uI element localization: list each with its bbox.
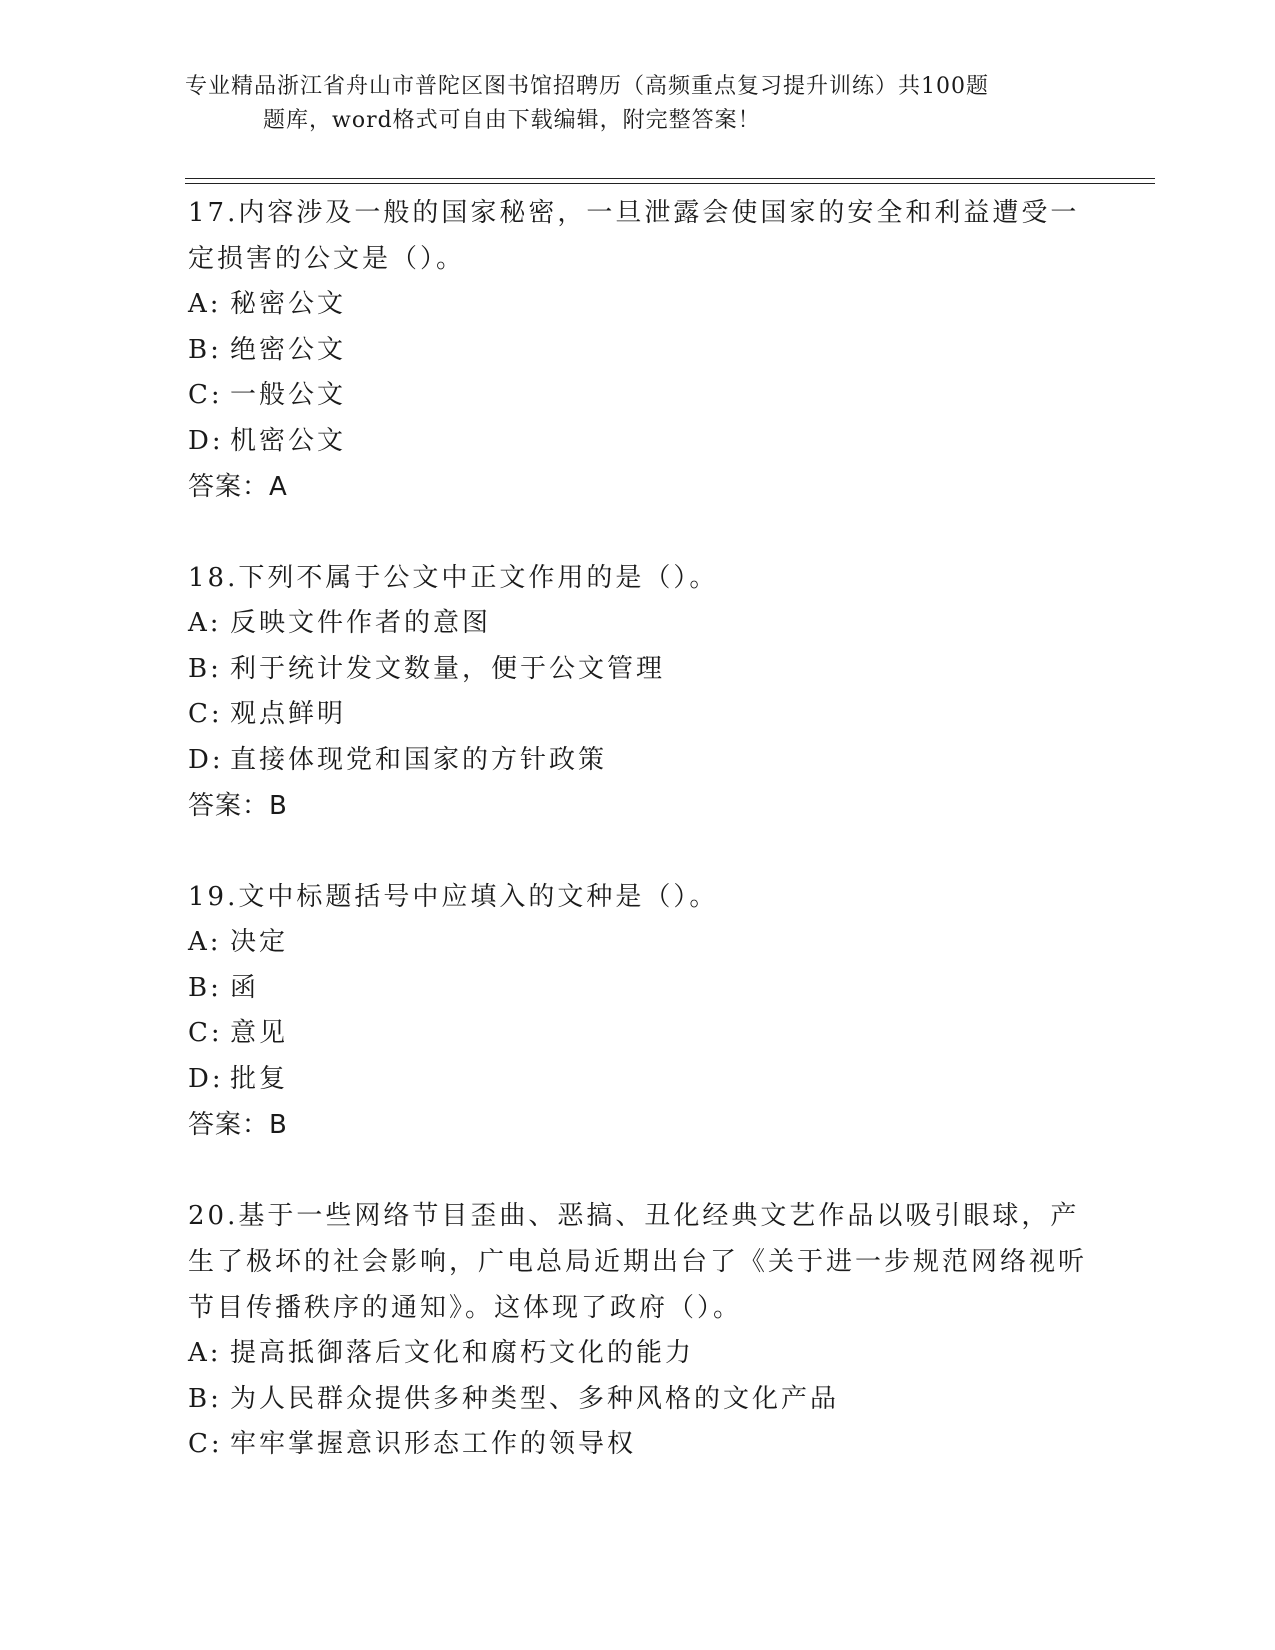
option-letter: A:	[188, 927, 222, 957]
question-text: 20.基于一些网络节目歪曲、恶搞、丑化经典文艺作品以吸引眼球，产生了极坏的社会影响，广电总局近期出台了《关于进一步规范网络视听节目传播秩序的通知》。这体现了政府（）。	[188, 1201, 1088, 1323]
question-18	[188, 555, 1088, 829]
header-line-2: 题库，word格式可自由下载编辑，附完整答案！	[263, 108, 761, 133]
option-text: 机密公文	[230, 425, 347, 456]
question-text: 17.内容涉及一般的国家秘密，一旦泄露会使国家的安全和利益遭受一定损害的公文是（）。	[188, 198, 1080, 274]
option-letter: B:	[188, 334, 222, 365]
option-b	[188, 328, 1088, 374]
question-list	[188, 190, 1088, 1513]
option-letter: C:	[188, 1429, 223, 1459]
header-rule-bottom	[185, 183, 1155, 184]
option-b	[188, 966, 1088, 1012]
option-letter: D:	[188, 425, 224, 456]
option-letter: C:	[188, 380, 223, 410]
question-text: 18.下列不属于公文中正文作用的是（）。	[188, 563, 719, 593]
option-letter: D:	[188, 744, 224, 775]
header-line-1: 专业精品浙江省舟山市普陀区图书馆招聘历（高频重点复习提升训练）共100题	[185, 74, 989, 99]
option-b	[188, 647, 1088, 693]
option-d	[188, 1057, 1088, 1103]
option-c	[188, 1011, 1088, 1057]
option-letter: B:	[188, 1383, 222, 1414]
answer-line: 答案：B	[188, 791, 288, 821]
question-19	[188, 874, 1088, 1148]
option-text: 反映文件作者的意图	[230, 608, 492, 638]
option-letter: C:	[188, 1018, 223, 1048]
option-letter: D:	[188, 1063, 224, 1094]
option-a	[188, 920, 1088, 966]
option-c	[188, 1422, 1088, 1468]
option-text: 决定	[230, 927, 289, 957]
document-header	[185, 70, 1065, 138]
option-text: 观点鲜明	[230, 699, 347, 729]
option-letter: A:	[188, 1338, 222, 1368]
option-text: 直接体现党和国家的方针政策	[230, 744, 608, 775]
option-text: 提高抵御落后文化和腐朽文化的能力	[230, 1338, 695, 1368]
option-a	[188, 601, 1088, 647]
header-rule-top	[185, 178, 1155, 179]
option-d	[188, 738, 1088, 784]
option-c	[188, 373, 1088, 419]
answer-line: 答案：A	[188, 472, 288, 502]
option-text: 牢牢掌握意识形态工作的领导权	[230, 1429, 637, 1459]
option-text: 绝密公文	[230, 334, 347, 365]
answer-line: 答案：B	[188, 1110, 288, 1140]
option-letter: B:	[188, 972, 222, 1003]
option-text: 函	[230, 972, 260, 1003]
option-letter: A:	[188, 289, 222, 319]
option-letter: B:	[188, 653, 222, 684]
option-text: 为人民群众提供多种类型、多种风格的文化产品	[230, 1383, 840, 1414]
question-17	[188, 190, 1088, 510]
option-text: 一般公文	[230, 380, 347, 410]
question-20	[188, 1193, 1088, 1468]
option-text: 意见	[230, 1018, 289, 1048]
option-text: 利于统计发文数量，便于公文管理	[230, 653, 666, 684]
option-text: 秘密公文	[230, 289, 347, 319]
question-text: 19.文中标题括号中应填入的文种是（）。	[188, 882, 719, 912]
option-d	[188, 419, 1088, 465]
option-letter: A:	[188, 608, 222, 638]
option-c	[188, 692, 1088, 738]
option-text: 批复	[230, 1063, 289, 1094]
option-b	[188, 1377, 1088, 1423]
option-a	[188, 1331, 1088, 1377]
option-a	[188, 282, 1088, 328]
option-letter: C:	[188, 699, 223, 729]
